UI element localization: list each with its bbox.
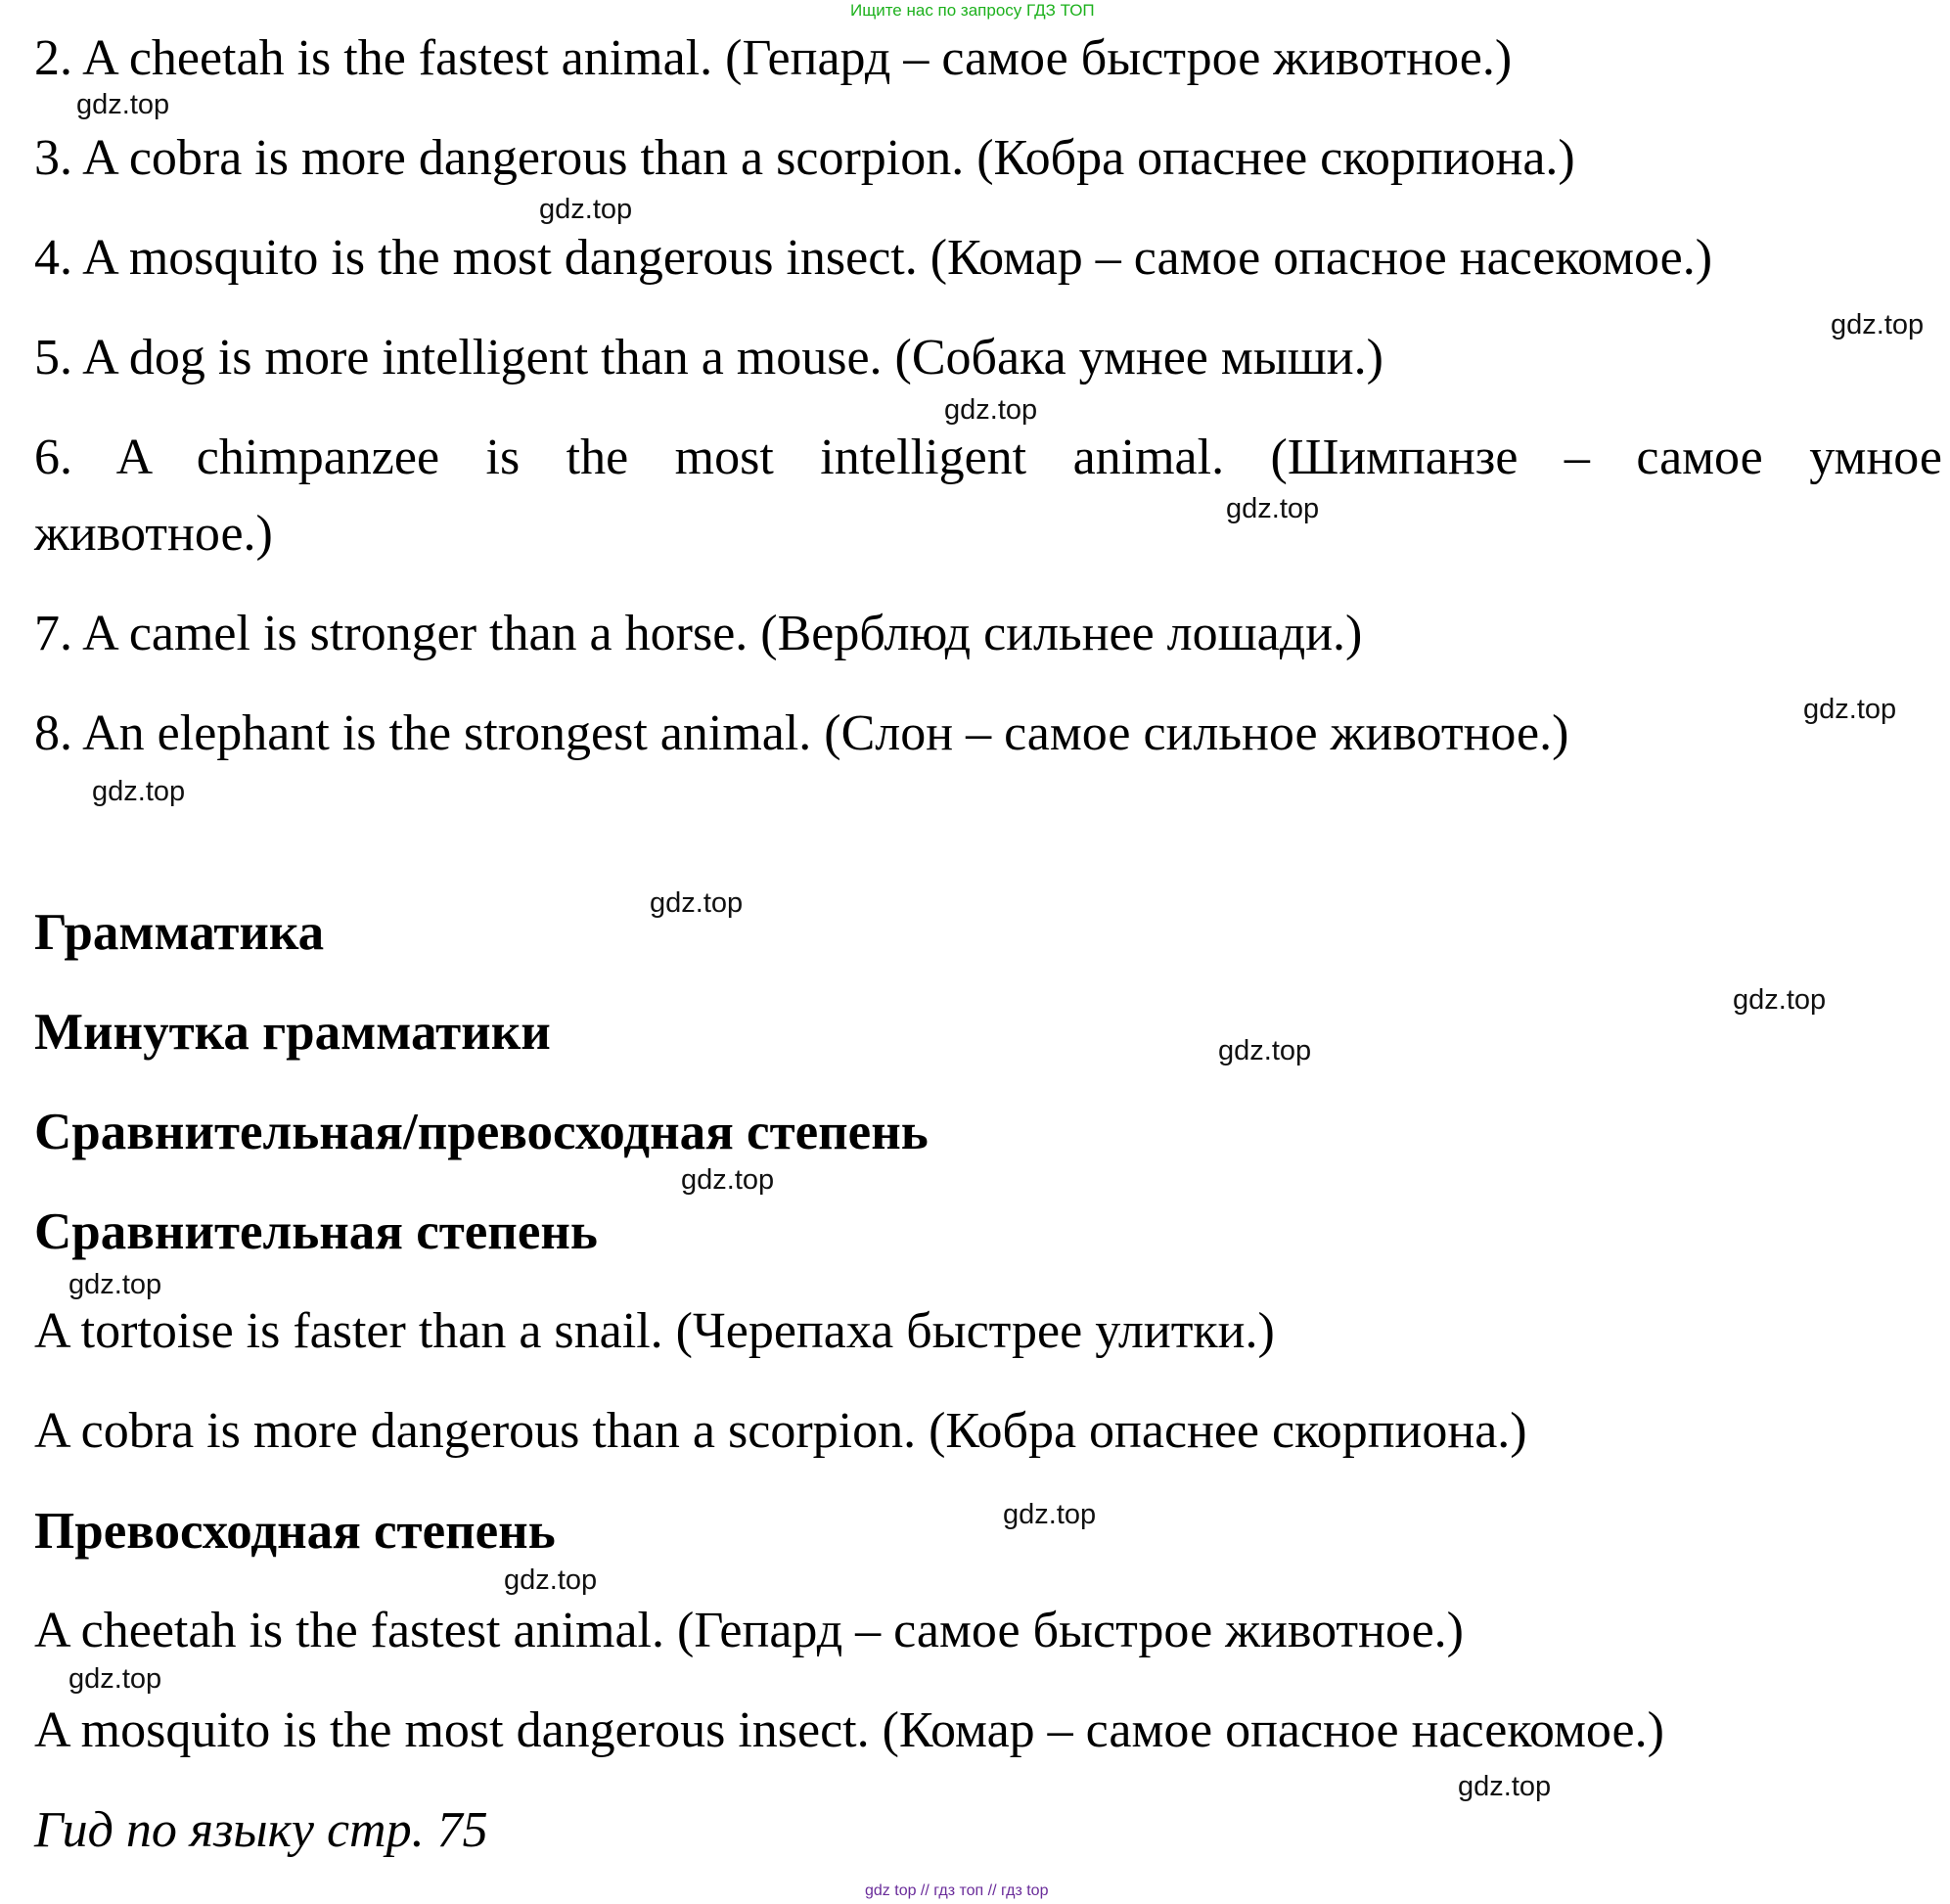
superlative-example-1: A cheetah is the fastest animal. (Гепард – самое быстрое животное.) — [34, 1603, 1465, 1658]
watermark: gdz.top — [1458, 1771, 1552, 1802]
watermark: gdz.top — [1831, 309, 1925, 340]
watermark: gdz.top — [1218, 1035, 1312, 1066]
answer-5: 5. A dog is more intelligent than a mouse. (Собака умнее мыши.) — [34, 330, 1383, 385]
superlative-example-2: A mosquito is the most dangerous insect. (Комар – самое опасное насекомое.) — [34, 1702, 1664, 1758]
watermark: gdz.top — [681, 1164, 775, 1196]
watermark: gdz.top — [504, 1564, 598, 1596]
comparative-heading: Сравнительная степень — [34, 1203, 598, 1260]
watermark: gdz.top — [68, 1269, 162, 1300]
watermark: gdz.top — [68, 1663, 162, 1695]
watermark: gdz.top — [1226, 493, 1320, 524]
watermark: gdz.top — [1003, 1499, 1097, 1530]
answer-7: 7. A camel is stronger than a horse. (Верблюд сильнее лошади.) — [34, 606, 1363, 661]
grammar-topic: Сравнительная/превосходная степень — [34, 1104, 929, 1160]
footer-links: gdz top // гдз топ // гдз top — [865, 1882, 1049, 1899]
watermark: gdz.top — [539, 194, 633, 225]
watermark: gdz.top — [1803, 694, 1897, 725]
answer-4: 4. A mosquito is the most dangerous insect. (Комар – самое опасное насекомое.) — [34, 230, 1713, 286]
guide-reference: Гид по языку стр. 75 — [34, 1802, 488, 1858]
watermark: gdz.top — [76, 89, 170, 120]
comparative-example-1: A tortoise is faster than a snail. (Черепаха быстрее улитки.) — [34, 1303, 1275, 1359]
answer-3: 3. A cobra is more dangerous than a scorpion. (Кобра опаснее скорпиона.) — [34, 130, 1575, 186]
watermark: gdz.top — [650, 887, 744, 919]
answer-6-continued: животное.) — [34, 506, 273, 562]
grammar-subtitle: Минутка грамматики — [34, 1004, 551, 1061]
superlative-heading: Превосходная степень — [34, 1503, 556, 1560]
answer-2: 2. A cheetah is the fastest animal. (Гепард – самое быстрое животное.) — [34, 30, 1513, 86]
grammar-title: Грамматика — [34, 904, 325, 961]
answer-8: 8. An elephant is the strongest animal. (Слон – самое сильное животное.) — [34, 705, 1569, 761]
comparative-example-2: A cobra is more dangerous than a scorpion. (Кобра опаснее скорпиона.) — [34, 1403, 1527, 1459]
watermark: gdz.top — [92, 776, 186, 807]
answer-6: 6. A chimpanzee is the most intelligent animal. (Шимпанзе – самое умное — [34, 430, 1942, 485]
top-banner: Ищите нас по запросу ГДЗ ТОП — [850, 1, 1095, 20]
watermark: gdz.top — [1733, 984, 1827, 1016]
watermark: gdz.top — [944, 394, 1038, 426]
